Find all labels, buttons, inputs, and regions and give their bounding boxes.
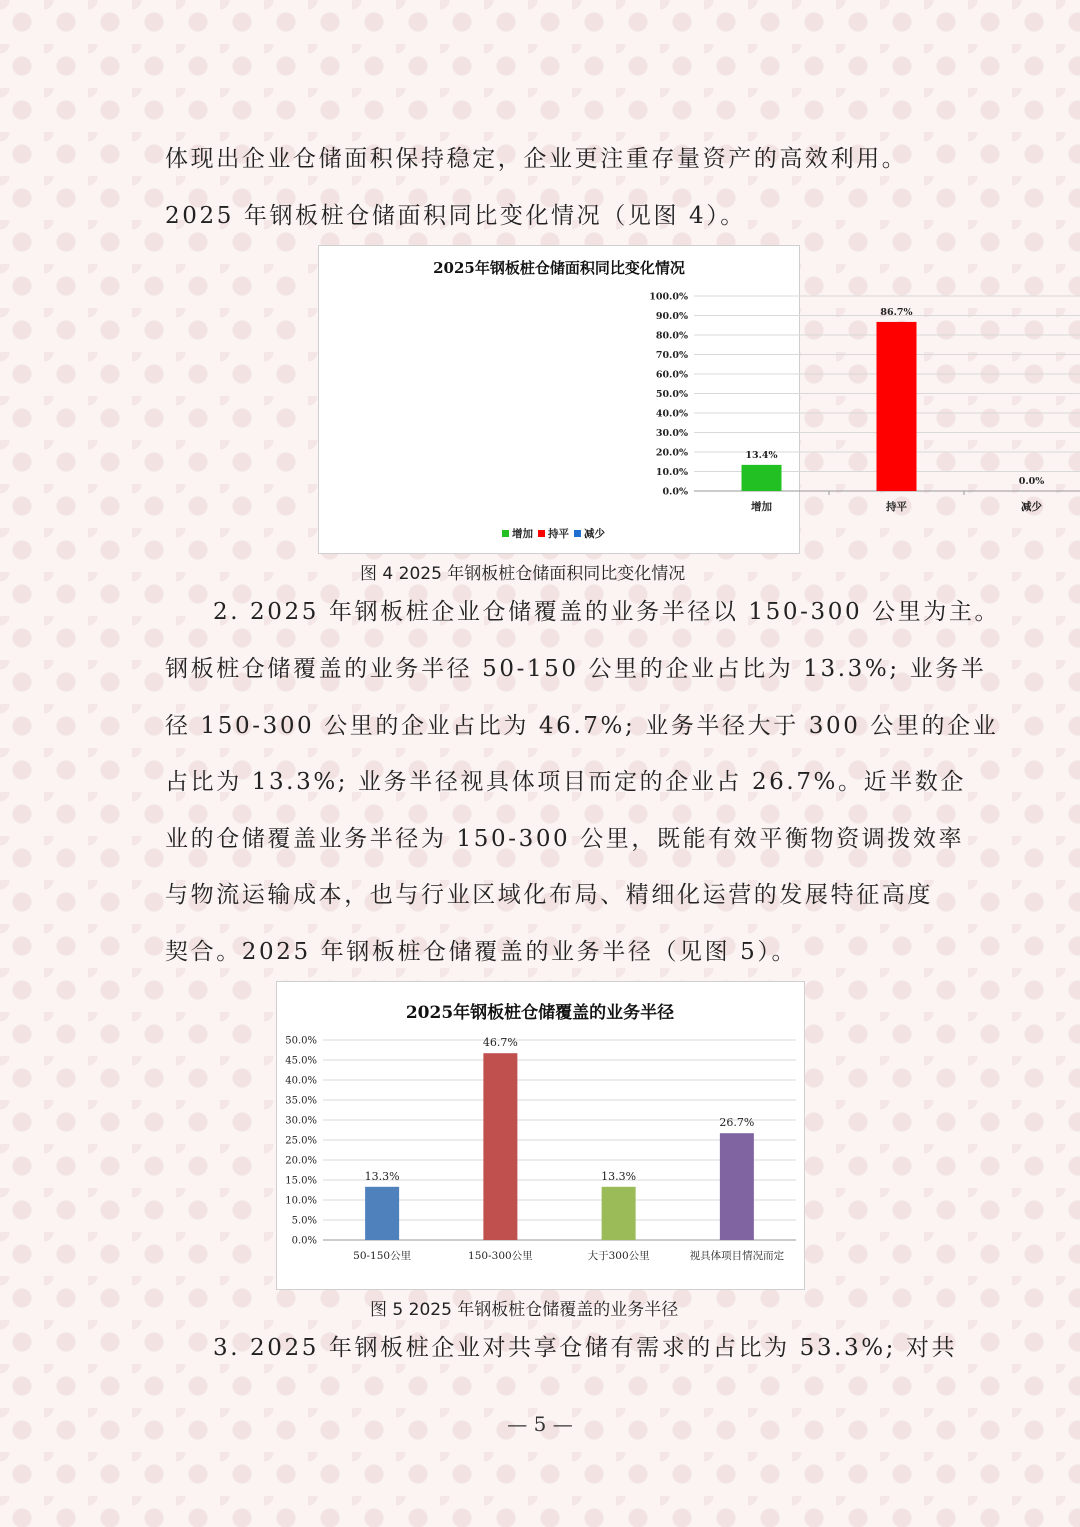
bar	[877, 322, 917, 491]
y-tick-label: 60.0%	[655, 369, 688, 381]
y-tick-label: 5.0%	[291, 1215, 317, 1227]
y-tick-label: 90.0%	[655, 311, 688, 322]
body-text-line: 2025 年钢板桩仓储面积同比变化情况（见图 4）。	[165, 203, 746, 229]
legend-swatch	[502, 530, 509, 537]
body-text-line: 契合。2025 年钢板桩仓储覆盖的业务半径（见图 5）。	[165, 939, 798, 965]
x-tick-label: 视具体项目情况而定	[689, 1250, 785, 1262]
figure-4-bar-chart	[318, 245, 1045, 554]
chart-title: 2025年钢板桩仓储面积同比变化情况	[433, 259, 685, 277]
bar	[483, 1053, 517, 1240]
y-tick-label: 50.0%	[655, 389, 688, 400]
legend-label: 持平	[548, 528, 569, 540]
data-label: 26.7%	[719, 1116, 755, 1130]
x-tick-label: 减少	[1021, 501, 1042, 513]
y-tick-label: 70.0%	[655, 350, 688, 361]
bar	[602, 1187, 636, 1240]
y-tick-label: 10.0%	[285, 1195, 317, 1207]
bar	[720, 1133, 754, 1240]
y-tick-label: 0.0%	[662, 486, 688, 498]
page-number: — 5 —	[507, 1412, 573, 1436]
body-text-line: 业的仓储覆盖业务半径为 150-300 公里，既能有效平衡物资调拨效率	[165, 826, 965, 852]
chart-canvas	[277, 982, 804, 1289]
x-tick-label: 持平	[886, 501, 907, 513]
y-tick-label: 20.0%	[655, 447, 688, 459]
x-tick-label: 150-300公里	[468, 1250, 533, 1262]
y-tick-label: 80.0%	[655, 330, 688, 342]
chart-canvas	[319, 246, 1045, 553]
y-tick-label: 10.0%	[655, 467, 688, 478]
x-tick-label: 增加	[751, 501, 772, 513]
legend-swatch	[538, 530, 545, 537]
figure-4-caption: 图 4 2025 年钢板桩仓储面积同比变化情况	[360, 564, 686, 584]
y-tick-label: 30.0%	[285, 1115, 317, 1127]
legend-label: 减少	[584, 528, 605, 540]
y-tick-label: 100.0%	[649, 291, 688, 303]
y-tick-label: 15.0%	[285, 1175, 317, 1187]
data-label: 86.7%	[880, 306, 913, 318]
bar	[742, 465, 782, 491]
y-tick-label: 50.0%	[285, 1035, 317, 1047]
bar	[365, 1187, 399, 1240]
figure-5-caption: 图 5 2025 年钢板桩仓储覆盖的业务半径	[370, 1300, 679, 1320]
data-label: 13.3%	[601, 1169, 637, 1183]
data-label: 13.4%	[745, 449, 778, 461]
figure-5-bar-chart	[276, 981, 805, 1290]
chart-title: 2025年钢板桩仓储覆盖的业务半径	[405, 1003, 675, 1023]
y-tick-label: 25.0%	[285, 1135, 317, 1147]
body-text-line: 占比为 13.3%; 业务半径视具体项目而定的企业占 26.7%。近半数企	[165, 769, 967, 795]
body-text-line: 与物流运输成本，也与行业区域化布局、精细化运营的发展特征高度	[165, 882, 933, 908]
y-tick-label: 30.0%	[655, 428, 688, 439]
y-tick-label: 40.0%	[655, 408, 688, 420]
y-tick-label: 0.0%	[291, 1235, 317, 1247]
body-text-line: 钢板桩仓储覆盖的业务半径 50-150 公里的企业占比为 13.3%; 业务半	[165, 656, 987, 682]
y-tick-label: 20.0%	[285, 1155, 317, 1167]
legend-label: 增加	[512, 528, 533, 540]
body-text-line: 2. 2025 年钢板桩企业仓储覆盖的业务半径以 150-300 公里为主。	[213, 599, 1001, 625]
data-label: 46.7%	[482, 1036, 518, 1050]
data-label: 13.3%	[364, 1169, 400, 1183]
body-text-line: 3. 2025 年钢板桩企业对共享仓储有需求的占比为 53.3%; 对共	[213, 1335, 958, 1361]
body-text-line: 径 150-300 公里的企业占比为 46.7%; 业务半径大于 300 公里的企业	[165, 713, 999, 739]
y-tick-label: 45.0%	[285, 1055, 317, 1067]
y-tick-label: 35.0%	[285, 1095, 317, 1107]
data-label: 0.0%	[1018, 476, 1045, 487]
x-tick-label: 大于300公里	[587, 1250, 650, 1262]
y-tick-label: 40.0%	[285, 1075, 317, 1087]
body-text-line: 体现出企业仓储面积保持稳定，企业更注重存量资产的高效利用。	[165, 146, 908, 172]
legend-swatch	[574, 530, 581, 537]
x-tick-label: 50-150公里	[353, 1250, 412, 1262]
